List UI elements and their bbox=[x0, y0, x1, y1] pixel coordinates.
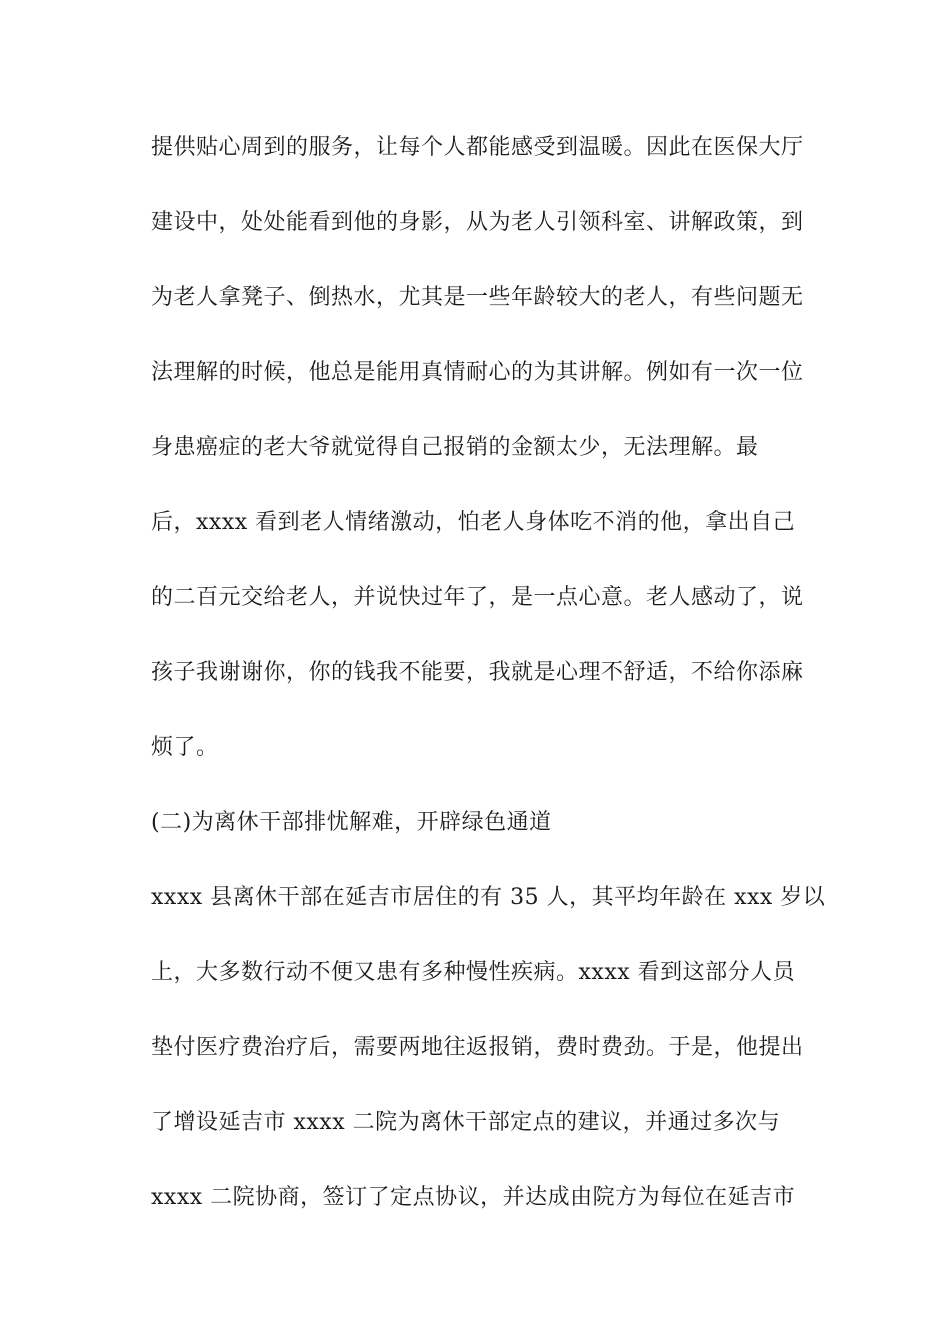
text-line: xxxx 二院协商，签订了定点协议，并达成由院方为每位在延吉市 bbox=[151, 1185, 796, 1210]
text-line: 后，xxxx 看到老人情绪激动，怕老人身体吃不消的他，拿出自己 bbox=[151, 510, 796, 535]
text-line: 建设中，处处能看到他的身影，从为老人引领科室、讲解政策，到 bbox=[151, 210, 804, 235]
text-line: 孩子我谢谢你，你的钱我不能要，我就是心理不舒适，不给你添麻 bbox=[151, 660, 804, 685]
text-line: 为老人拿凳子、倒热水，尤其是一些年龄较大的老人，有些问题无 bbox=[151, 285, 804, 310]
text-line: 上，大多数行动不便又患有多种慢性疾病。xxxx 看到这部分人员 bbox=[151, 960, 796, 985]
text-line: 烦了。 bbox=[151, 735, 219, 760]
text-line: xxxx 县离休干部在延吉市居住的有 35 人，其平均年龄在 xxx 岁以 bbox=[151, 885, 826, 910]
text-line: 的二百元交给老人，并说快过年了，是一点心意。老人感动了，说 bbox=[151, 585, 804, 610]
text-line: 垫付医疗费治疗后，需要两地往返报销，费时费劲。于是，他提出 bbox=[151, 1035, 804, 1060]
section-heading: (二)为离休干部排忧解难，开辟绿色通道 bbox=[151, 810, 552, 835]
text-line: 身患癌症的老大爷就觉得自己报销的金额太少，无法理解。最 bbox=[151, 435, 759, 460]
text-line: 了增设延吉市 xxxx 二院为离休干部定点的建议，并通过多次与 bbox=[151, 1110, 781, 1135]
text-line: 法理解的时候，他总是能用真情耐心的为其讲解。例如有一次一位 bbox=[151, 360, 804, 385]
text-line: 提供贴心周到的服务，让每个人都能感受到温暖。因此在医保大厅 bbox=[151, 135, 804, 160]
